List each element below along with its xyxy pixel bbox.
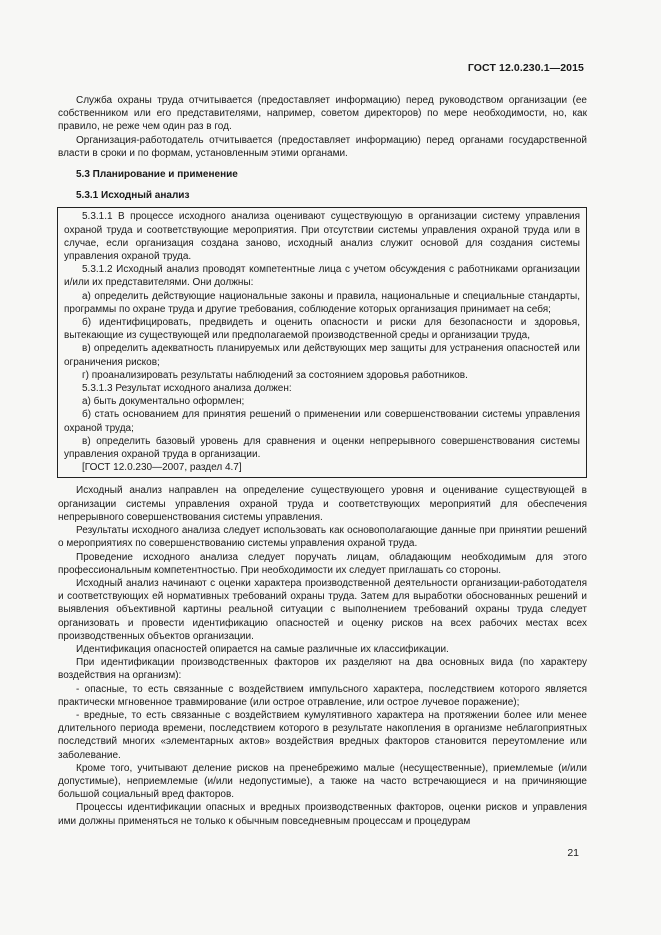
list-item: - опасные, то есть связанные с воздействием импульсного характера, последствием которого является практически мгновенное травмирование (или острое отравление, или острое лучевое поражение); (58, 683, 587, 708)
subsection-heading: 5.3.1 Исходный анализ (76, 190, 190, 202)
box-paragraph: в) определить адекватность планируемых или действующих мер защиты для устранения опасностей или ограничения рисков; (64, 343, 580, 368)
box-paragraph: а) определить действующие национальные законы и правила, национальные и специальные стандарты, программы по охране труда и другие требования, соблюдение которых организация принимает на себя; (64, 290, 580, 315)
paragraph: Исходный анализ начинают с оценки характера производственной деятельности организации-работодателя и соответствующих ей нормативных требований охраны труда. Затем для выработки обоснованных решений и выявления объективной картины реальной ситуации с выполнением требований охраны труда следует организовать и провести идентификацию опасностей и оценку рисков на всех рабочих местах всех производственных объектов организации. (58, 577, 587, 642)
list-item: - вредные, то есть связанные с воздействием кумулятивного характера на протяжении более или менее длительного периода времени, последствием которого в результате накопления в организме неблагоприятных последствий многих «элементарных актов» воздействия вредных факторов становится переутомление или заболевание. (58, 709, 587, 761)
box-paragraph: б) идентифицировать, предвидеть и оценить опасности и риски для безопасности и здоровья, вытекающие из существующей или предполагаемой производственной среды и организации труда, (64, 317, 580, 342)
page-number: 21 (567, 847, 579, 859)
paragraph: Служба охраны труда отчитывается (предоставляет информацию) перед руководством организации (ее собственником или его представителями, например, советом директоров) по мере необходимости, но, как правило, не реже чем один раз в год. (58, 95, 587, 133)
page-content (58, 94, 587, 828)
box-paragraph: 5.3.1.2 Исходный анализ проводят компетентные лица с учетом обсуждения с работниками организации и/или их представителями. Они должны: (64, 264, 580, 289)
document-code: ГОСТ 12.0.230.1—2015 (467, 62, 584, 74)
box-source-reference: [ГОСТ 12.0.230—2007, раздел 4.7] (82, 462, 242, 474)
paragraph: Проведение исходного анализа следует поручать лицам, обладающим необходимым для этого профессиональным компетентностью. При необходимости их следует приглашать со стороны. (58, 551, 587, 576)
section-heading: 5.3 Планирование и применение (76, 169, 238, 181)
box-paragraph: 5.3.1.3 Результат исходного анализа должен: (82, 383, 292, 395)
paragraph: Организация-работодатель отчитывается (предоставляет информацию) перед органами государственной власти в сроки и по формам, установленным этими органами. (58, 134, 587, 159)
box-paragraph: б) стать основанием для принятия решений о применении или совершенствовании системы управления охраной труда; (64, 409, 580, 434)
paragraph: Результаты исходного анализа следует использовать как основополагающие данные при принятии решений о мероприятиях по совершенствованию системы управления охраной труда. (58, 525, 587, 550)
box-paragraph: 5.3.1.1 В процессе исходного анализа оценивают существующую в организации систему управления охраной труда и соответствующие мероприятия. При отсутствии системы управления охраной труда или в случае, если организация создана заново, исходный анализ служит основой для создания системы управления охраной труда. (64, 211, 580, 263)
paragraph: Процессы идентификации опасных и вредных производственных факторов, оценки рисков и управления ими должны применяться не только к обычным повседневным процессам и процедурам (58, 802, 587, 827)
box-paragraph: а) быть документально оформлен; (82, 396, 245, 408)
paragraph: Идентификация опасностей опирается на самые различные их классификации. (76, 643, 449, 655)
box-paragraph: г) проанализировать результаты наблюдений за состоянием здоровья работников. (82, 369, 468, 381)
paragraph: Кроме того, учитывают деление рисков на пренебрежимо малые (несущественные), приемлемые (и/или допустимые), неприемлемые (и/или недопустимые), а также на часто встречающиеся и на причиняющие большой социальный вред факторов. (58, 762, 587, 801)
paragraph: При идентификации производственных факторов их разделяют на два основных вида (по характеру воздействия на организм): (58, 657, 587, 682)
quoted-standard-box (57, 207, 587, 478)
box-paragraph: в) определить базовый уровень для сравнения и оценки непрерывного совершенствования системы управления охраной труда в организации. (64, 435, 580, 461)
paragraph: Исходный анализ направлен на определение существующего уровня и оценивание существующей в организации системы управления охраной труда и соответствующих мероприятий для обеспечения непрерывного совершенствования системы управления. (58, 485, 587, 523)
